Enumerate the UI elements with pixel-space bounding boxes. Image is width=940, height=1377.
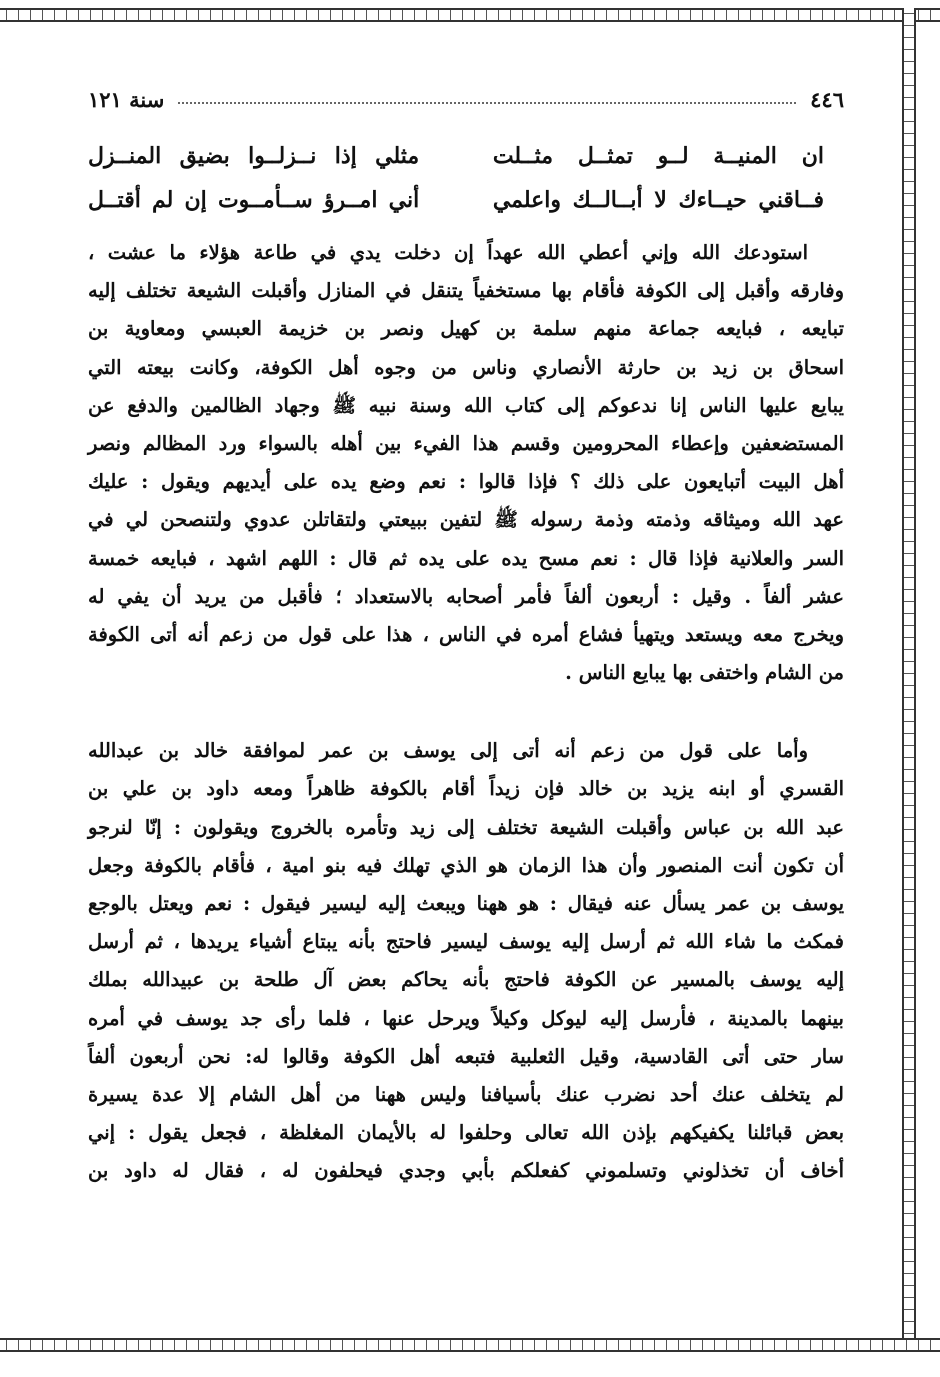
page-border-bottom [0, 1338, 940, 1352]
text-line: بينهما بالمدينة ، فأرسل إليه ليوكل وكيلاً ويرحل عنها ، فلما رأى جد يوسف في أمره [88, 1006, 844, 1030]
text-line: أهل البيت أتبايعون على ذلك ؟ فإذا قالوا : نعم وضع يده على أيديهم ويقول : عليك [88, 470, 844, 494]
text-line: بعض قبائلنا يكفيكهم بإذن الله تعالى وحلفوا له بالأيمان المغلظة ، فجعل يقول : إني [88, 1121, 844, 1145]
page-number: ٤٤٦ [810, 86, 844, 112]
year-label: سنة ١٢١ [88, 86, 165, 112]
text-line: عبد الله بن عباس وأقبلت الشيعة تختلف إلى زيد وتأمره بالخروج ويقولون : إنّا لنرجو [88, 815, 844, 839]
text-line: تبايعه ، فبايعه جماعة منهم سلمة بن كهيل ونصر بن خزيمة العبسي ومعاوية بن [88, 317, 844, 341]
poem-verse [88, 134, 844, 178]
text-line: أن تكون أنت المنصور وأن هذا الزمان هو الذي تهلك فيه بنو امية ، فأقام بالكوفة وجعل [88, 853, 844, 877]
text-line: القسري أو ابنه يزيد بن خالد فإن زيداً أقام بالكوفة ظاهراً ومعه داود بن علي بن [88, 777, 844, 801]
verse-second-hemistich: مثلي إذا نــزلــوا بضيق المنــزل [88, 143, 420, 169]
text-line: اسحاق بن زيد بن حارثة الأنصاري وناس من وجوه أهل الكوفة، وكانت بيعته التي [88, 355, 844, 379]
page-border-right [902, 8, 916, 1352]
page-border-top [0, 8, 940, 22]
text-line: عشر ألفاً . وقيل : أربعون ألفاً فأمر أصحابه بالاستعداد ؛ فأقبل من يريد أن يفي له [88, 584, 844, 608]
text-line: المستضعفين وإعطاء المحرومين وقسم هذا الفيء بين أهله بالسواء ورد المظالم ونصر [88, 431, 844, 455]
text-line: وأما على قول من زعم أنه أتى إلى يوسف بن عمر لموافقة خالد بن عبدالله [88, 739, 808, 763]
text-line: يوسف بن عمر يسأل عنه فيقال : هو ههنا ويبعث إليه ليسير فيقول : نعم ويعتل بالوجع [88, 892, 844, 915]
text-line: فمكث ما شاء الله ثم أرسل إليه يوسف ليسير فاحتج بأنه يبتاع أشياء يريدها ، ثم أرسل [88, 930, 844, 954]
paragraph-1 [88, 234, 844, 692]
text-line: ويخرج معه ويستعد ويتهيأ فشاع أمره في الناس ، هذا على قول من زعم أنه أتى الكوفة [88, 622, 844, 646]
text-line: عهد الله وميثاقه وذمته وذمة رسوله ﷺ لتفين ببيعتي ولتقاتلن عدوي ولتنصحن لي في [88, 508, 844, 532]
paragraph-2 [88, 732, 844, 1190]
text-line: إليه يوسف بالمسير عن الكوفة فاحتج بأنه يحاكم بعض آل طلحة بن عبيدالله بملك [88, 968, 844, 992]
text-line: سار حتى أتى القادسية، وقيل الثعلبية فتبعه أهل الكوفة وقالوا له: نحن أربعون ألفاً [88, 1044, 844, 1068]
text-line: أخاف أن تخذلوني وتسلموني كفعلكم بأبي وجدي فيحلفون له ، فقال له داود بن [88, 1159, 844, 1183]
text-line: يبايع عليها الناس إنا ندعوكم إلى كتاب الله وسنة نبيه ﷺ وجهاد الظالمين والدفع عن [88, 393, 844, 417]
text-line: من الشام واختفى بها يبايع الناس . [565, 661, 844, 685]
verse-second-hemistich: أني امــرؤ ســأمــوت إن لم أقتــل [88, 187, 420, 213]
poem-block [88, 134, 844, 222]
poem-verse [88, 178, 844, 222]
verse-first-hemistich: ان المنيــة لــو تمثــل مثــلت [492, 143, 824, 169]
text-line: السر والعلانية فإذا قال : نعم مسح يده على يده ثم قال : اللهم اشهد ، فبايعه خمسة [88, 546, 844, 570]
text-line: استودعك الله وإني أعطي الله عهداً إن دخلت يدي في طاعة هؤلاء ما عشت ، [88, 241, 808, 264]
text-line: وفارقه وأقبل إلى الكوفة فأقام بها مستخفياً يتنقل في المنازل وأقبلت الشيعة تختلف إليه [88, 279, 844, 303]
text-line: لم يتخلف عنك أحد نضرب عنك بأسيافنا وليس ههنا من أهل الشام إلا عدة يسيرة [88, 1082, 844, 1106]
page-header [88, 78, 844, 120]
verse-first-hemistich: فــاقني حيــاءك لا أبــالــك واعلمي [492, 187, 824, 213]
header-dotted-rule [178, 102, 796, 104]
book-page [88, 78, 844, 1191]
